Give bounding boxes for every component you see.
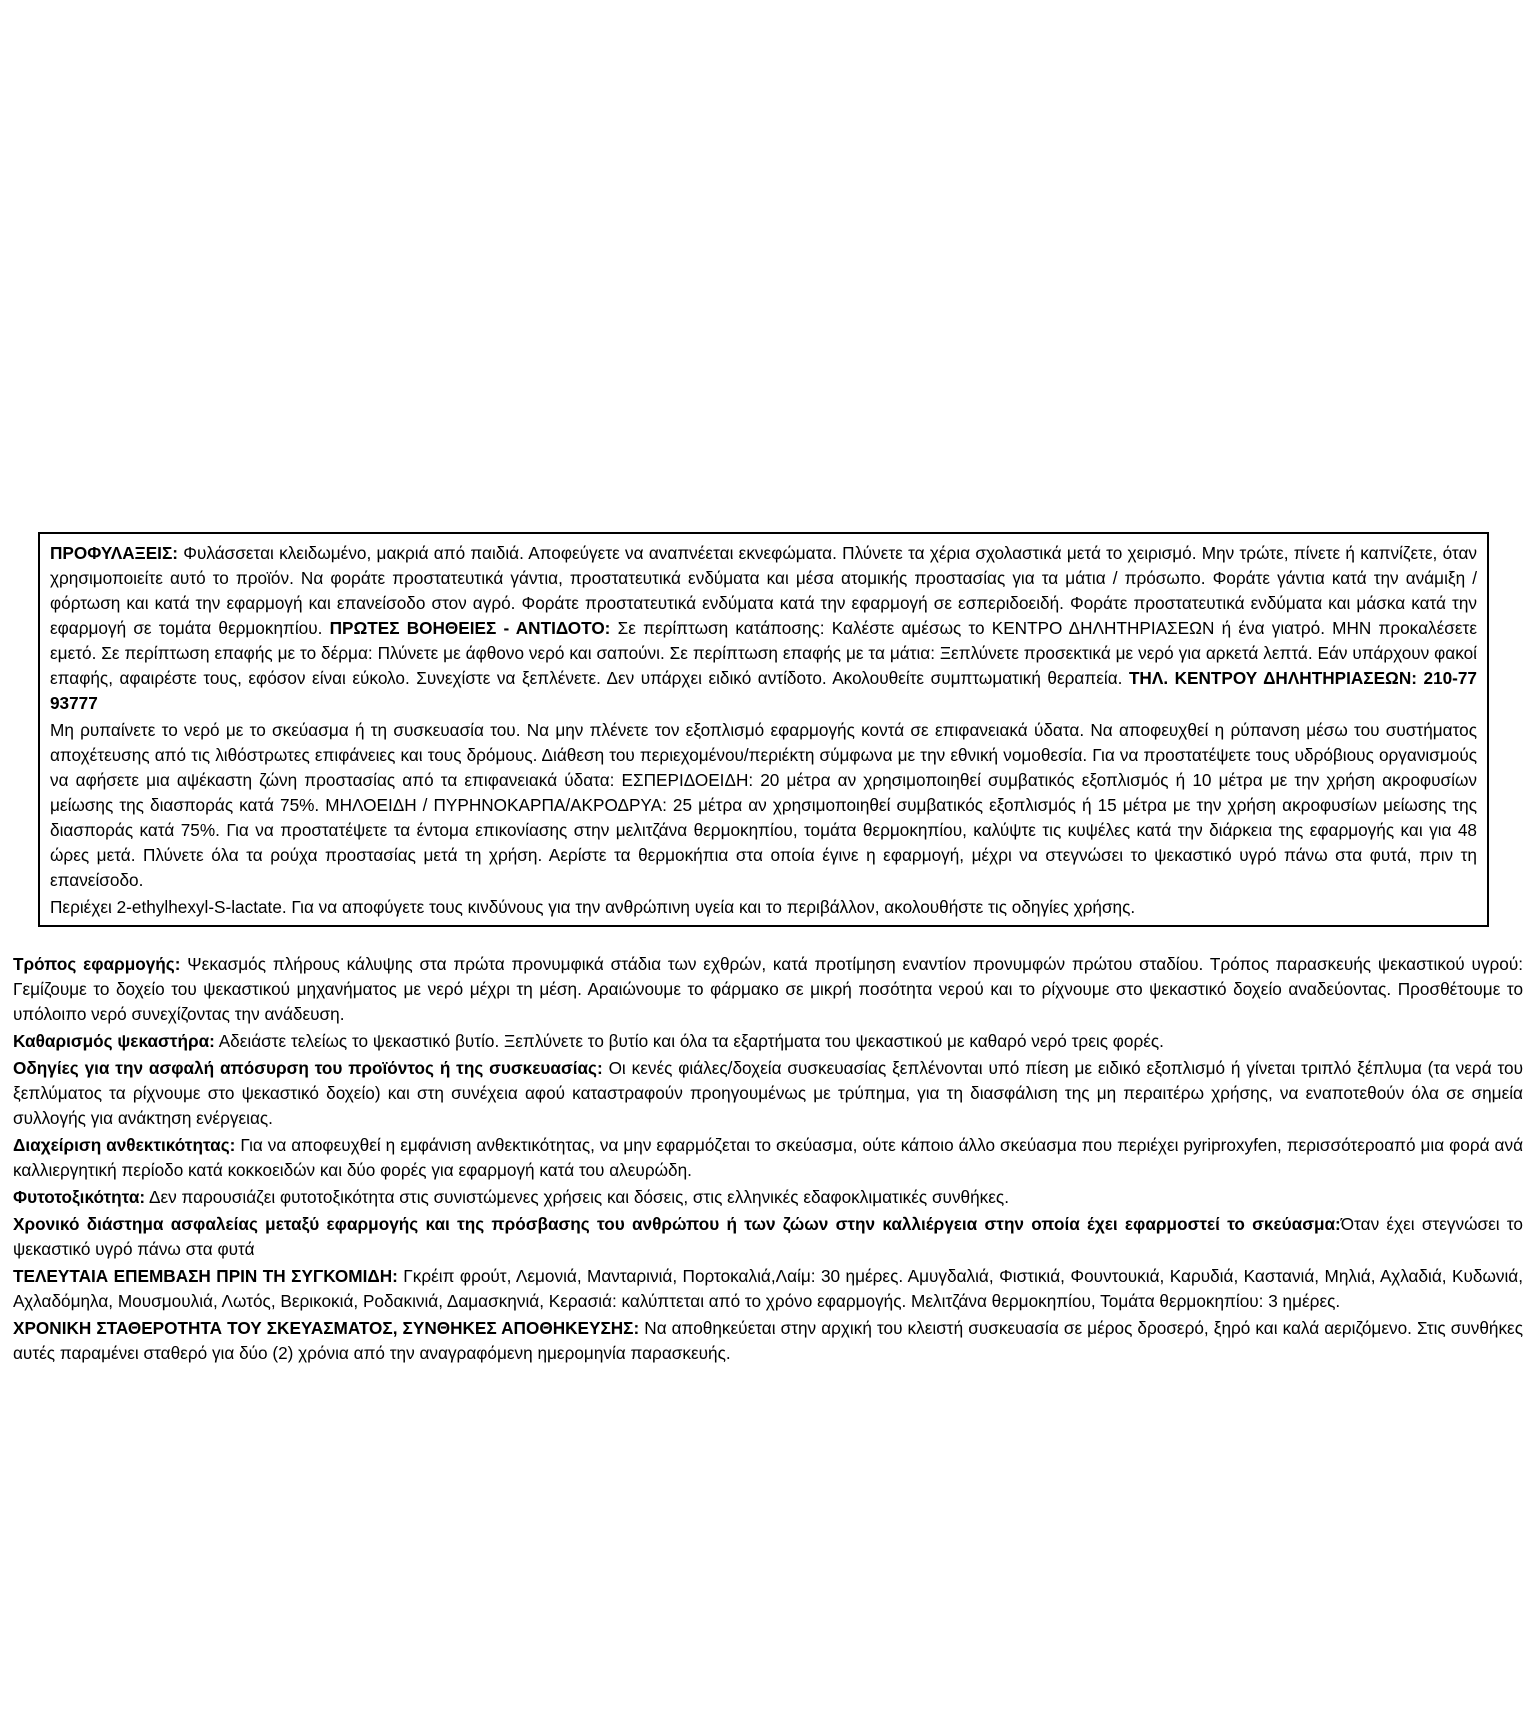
resistance-label: Διαχείριση ανθεκτικότητας: — [13, 1135, 236, 1155]
phytotoxicity-text: Δεν παρουσιάζει φυτοτοξικότητα στις συνιστώμενες χρήσεις και δόσεις, στις ελληνικές εδαφοκλιματικές συνθήκες. — [145, 1187, 1009, 1207]
preharvest-label: ΤΕΛΕΥΤΑΙΑ ΕΠΕΜΒΑΣΗ ΠΡΙΝ ΤΗ ΣΥΓΚΟΜΙΔΗ: — [13, 1266, 398, 1286]
reentry-label: Χρονικό διάστημα ασφαλείας μεταξύ εφαρμογής και της πρόσβασης του ανθρώπου ή των ζώων στην καλλιέργεια στην οποία έχει εφαρμοστεί το σκεύασμα: — [13, 1214, 1341, 1234]
precautions-first-aid-paragraph — [50, 541, 1477, 716]
precautions-text: Φυλάσσεται κλειδωμένο, μακριά από παιδιά. Αποφεύγετε να αναπνέεται εκνεφώματα. Πλύνετε τα χέρια σχολαστικά μετά το χειρισμό. Μην τρώτε, πίνετε ή καπνίζετε, όταν χρησιμοποιείτε αυτό το προϊόν. Να φοράτε προστατευτικά γάντια, προστατευτικά ενδύματα και μέσα ατομικής προστασίας για τα μάτια / πρόσωπο. Φοράτε γάντια κατά την ανάμιξη / φόρτωση και κατά την εφαρμογή και επανείσοδο στον αγρό. Φοράτε προστατευτικά ενδύματα κατά την εφαρμογή σε εσπεριδοειδή. Φοράτε προστατευτικά ενδύματα και μάσκα κατά την εφαρμογή σε τομάτα θερμοκηπίου. — [50, 543, 1477, 638]
reentry-text: Όταν έχει στεγνώσει το ψεκαστικό υγρό πάνω στα φυτά — [13, 1214, 1523, 1259]
disposal-paragraph — [13, 1056, 1523, 1131]
application-text: Ψεκασμός πλήρους κάλυψης στα πρώτα προνυμφικά στάδια των εχθρών, κατά προτίμηση εναντίον προνυμφών πρώτου σταδίου. Τρόπος παρασκευής ψεκαστικού υγρού: Γεμίζουμε το δοχείο του ψεκαστικού μηχανήματος με νερό μέχρι τη μέση. Αραιώνουμε το φάρμακο σε μικρή ποσότητα νερού και το ρίχνουμε στο ψεκαστικό δοχείο αναδεύοντας. Προσθέτουμε το υπόλοιπο νερό συνεχίζοντας την ανάδευση. — [13, 954, 1523, 1024]
preharvest-paragraph — [13, 1264, 1523, 1314]
storage-label: ΧΡΟΝΙΚΗ ΣΤΑΘΕΡΟΤΗΤΑ ΤΟΥ ΣΚΕΥΑΣΜΑΤΟΣ, ΣΥΝΘΗΚΕΣ ΑΠΟΘΗΚΕΥΣΗΣ: — [13, 1318, 640, 1338]
disposal-text: Οι κενές φιάλες/δοχεία συσκευασίας ξεπλένονται υπό πίεση με ειδικό εξοπλισμό ή γίνεται τριπλό ξέπλυμα (τα νερά του ξεπλύματος τα ρίχνουμε στο ψεκαστικό δοχείο) και στη συνέχεια αφού καταστραφούν προηγουμένως με τρύπημα, για τη διασφάλιση της μη περαιτέρω χρήσης, να εναποτεθούν όλα σε σημεία συλλογής για ανάκτηση ενέργειας. — [13, 1058, 1523, 1128]
cleaning-text: Αδειάστε τελείως το ψεκαστικό βυτίο. Ξεπλύνετε το βυτίο και όλα τα εξαρτήματα του ψεκαστικού με καθαρό νερό τρεις φορές. — [214, 1031, 1164, 1051]
environment-paragraph: Μη ρυπαίνετε το νερό με το σκεύασμα ή τη συσκευασία του. Να μην πλένετε τον εξοπλισμό εφαρμογής κοντά σε επιφανειακά ύδατα. Να αποφευχθεί η ρύπανση μέσω του συστήματος αποχέτευσης από τις λιθόστρωτες επιφάνειες και τους δρόμους. Διάθεση του περιεχομένου/περιέκτη σύμφωνα με την εθνική νομοθεσία. Για να προστατέψετε τους υδρόβιους οργανισμούς να αφήσετε μια αψέκαστη ζώνη προστασίας από τα επιφανειακά ύδατα: ΕΣΠΕΡΙΔΟΕΙΔΗ: 20 μέτρα αν χρησιμοποιηθεί συμβατικός εξοπλισμός ή 10 μέτρα με την χρήση ακροφυσίων μείωσης της διασποράς κατά 75%. ΜΗΛΟΕΙΔΗ / ΠΥΡΗΝΟΚΑΡΠΑ/ΑΚΡΟΔΡΥΑ: 25 μέτρα αν χρησιμοποιηθεί συμβατικός εξοπλισμός ή 15 μέτρα με την χρήση ακροφυσίων μείωσης της διασποράς κατά 75%. Για να προστατέψετε τα έντομα επικονίασης στην μελιτζάνα θερμοκηπίου, τομάτα θερμοκηπίου, καλύψτε τις κυψέλες κατά την διάρκεια της εφαρμογής και για 48 ώρες μετά. Πλύνετε όλα τα ρούχα προστασίας μετά τη χρήση. Αερίστε τα θερμοκήπια στα οποία έγινε η εφαρμογή, μέχρι να στεγνώσει το ψεκαστικό υγρό πάνω στα φυτά, πριν τη επανείσοδο. — [50, 720, 1477, 890]
cleaning-label: Καθαρισμός ψεκαστήρα: — [13, 1031, 215, 1051]
resistance-paragraph — [13, 1133, 1523, 1183]
phytotoxicity-paragraph — [13, 1185, 1523, 1210]
reentry-paragraph — [13, 1212, 1523, 1262]
disposal-label: Οδηγίες για την ασφαλή απόσυρση του προϊόντος ή της συσκευασίας: — [13, 1058, 603, 1078]
poison-center-phone: ΤΗΛ. ΚΕΝΤΡΟΥ ΔΗΛΗΤΗΡΙΑΣΕΩΝ: 210-77 93777 — [50, 668, 1477, 713]
application-paragraph — [13, 952, 1523, 1027]
storage-paragraph — [13, 1316, 1523, 1366]
storage-text: Να αποθηκεύεται στην αρχική του κλειστή συσκευασία σε μέρος δροσερό, ξηρό και καλά αεριζόμενο. Στις συνθήκες αυτές παραμένει σταθερό για δύο (2) χρόνια από την αναγραφόμενη ημερομηνία παρασκευής. — [13, 1318, 1523, 1363]
precautions-box — [38, 532, 1489, 927]
precautions-label: ΠΡΟΦΥΛΑΞΕΙΣ: — [50, 543, 178, 563]
first-aid-text: Σε περίπτωση κατάποσης: Καλέστε αμέσως το ΚΕΝΤΡΟ ΔΗΛΗΤΗΡΙΑΣΕΩΝ ή ένα γιατρό. ΜΗΝ προκαλέσετε εμετό. Σε περίπτωση επαφής με το δέρμα: Πλύνετε με άφθονο νερό και σαπούνι. Σε περίπτωση επαφής με τα μάτια: Ξεπλύνετε προσεκτικά με νερό για αρκετά λεπτά. Εάν υπάρχουν φακοί επαφής, αφαιρέστε τους, εφόσον είναι εύκολο. Συνεχίστε να ξεπλένετε. Δεν υπάρχει ειδικό αντίδοτο. Ακολουθείτε συμπτωματική θεραπεία. — [50, 618, 1477, 688]
contains-paragraph: Περιέχει 2-ethylhexyl-S-lactate. Για να αποφύγετε τους κινδύνους για την ανθρώπινη υγεία και το περιβάλλον, ακολουθήστε τις οδηγίες χρήσης. — [50, 897, 1136, 917]
phytotoxicity-label: Φυτοτοξικότητα: — [13, 1187, 146, 1207]
resistance-text: Για να αποφευχθεί η εμφάνιση ανθεκτικότητας, να μην εφαρμόζεται το σκεύασμα, ούτε κάποιο άλλο σκεύασμα που περιέχει pyriproxyfen, περισσότεροαπό μια φορά ανά καλλιεργητική περίοδο κατά κοκκοειδών και δύο φορές για εφαρμογή κατά του αλευρώδη. — [13, 1135, 1524, 1180]
preharvest-text: Γκρέιπ φρούτ, Λεμονιά, Μανταρινιά, Πορτοκαλιά,Λαίμ: 30 ημέρες. Αμυγδαλιά, Φιστικιά, Φουντουκιά, Καρυδιά, Καστανιά, Μηλιά, Αχλαδιά, Κυδωνιά, Αχλαδόμηλα, Μουσμουλιά, Λωτός, Βερικοκιά, Ροδακινιά, Δαμασκηνιά, Κερασιά: καλύπτεται από το χρόνο εφαρμογής. Μελιτζάνα θερμοκηπίου, Τομάτα θερμοκηπίου: 3 ημέρες. — [13, 1266, 1523, 1311]
usage-sections — [13, 952, 1523, 1366]
cleaning-paragraph — [13, 1029, 1523, 1054]
first-aid-label: ΠΡΩΤΕΣ ΒΟΗΘΕΙΕΣ - ΑΝΤΙΔΟΤΟ: — [329, 618, 611, 638]
application-label: Τρόπος εφαρμογής: — [13, 954, 181, 974]
